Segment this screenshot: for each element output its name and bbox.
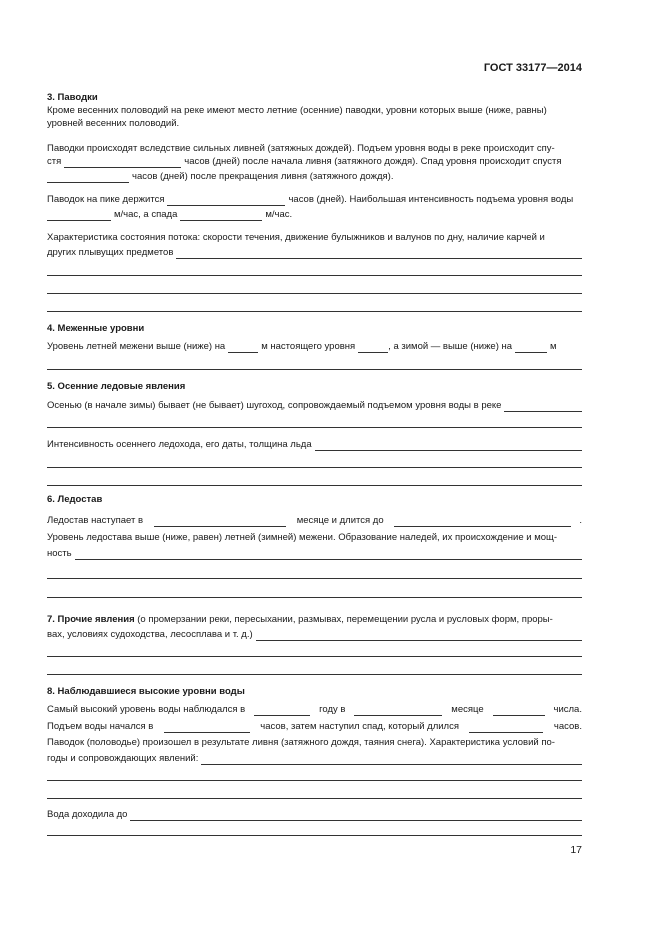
blank-field[interactable] xyxy=(130,810,582,821)
blank-field[interactable] xyxy=(358,342,388,353)
text: году в xyxy=(319,704,346,715)
text: Интенсивность осеннего ледохода, его даты, толщина льда xyxy=(47,439,312,450)
document-page xyxy=(47,0,582,935)
blank-rule[interactable] xyxy=(47,467,582,468)
text: Паводки происходят вследствие сильных ливней (затяжных дождей). Подъем уровня воды в реке происходит спу- xyxy=(47,143,555,154)
text: Подъем воды начался в xyxy=(47,721,154,732)
text: (о промерзании реки, пересыхании, размывах, перемещении русла и русловых форм, проры- xyxy=(134,614,553,625)
s3-p4-line1 xyxy=(47,231,582,244)
text: стя xyxy=(47,156,62,167)
s3-p3-line1 xyxy=(47,193,582,206)
blank-field[interactable] xyxy=(315,440,582,451)
blank-rule[interactable] xyxy=(47,293,582,294)
blank-field[interactable] xyxy=(228,342,258,353)
s8-line2 xyxy=(47,720,582,733)
text: , а зимой — выше (ниже) на xyxy=(388,341,513,352)
text: часов (дней) после начала ливня (затяжного дождя). Спад уровня происходит спустя xyxy=(184,156,562,167)
section-6-title: 6. Ледостав xyxy=(47,494,103,505)
blank-field[interactable] xyxy=(64,157,181,168)
blank-field[interactable] xyxy=(394,516,571,527)
text: Характеристика состояния потока: скорости течения, движение булыжников и валунов по дну, наличие карчей и xyxy=(47,232,545,243)
text: часов (дней). Наибольшая интенсивность подъема уровня воды xyxy=(288,194,574,205)
text: . xyxy=(579,515,582,526)
blank-field[interactable] xyxy=(254,705,310,716)
blank-field[interactable] xyxy=(469,722,543,733)
text: месяце xyxy=(451,704,484,715)
blank-field[interactable] xyxy=(167,195,285,206)
s8-line4 xyxy=(47,752,582,765)
text: м/час, а спада xyxy=(114,209,178,220)
blank-field[interactable] xyxy=(504,401,582,412)
text: часов. xyxy=(553,721,582,732)
blank-rule[interactable] xyxy=(47,597,582,598)
text: годы и сопровождающих явлений: xyxy=(47,753,199,764)
text: ность xyxy=(47,548,72,559)
s6-line2 xyxy=(47,531,582,544)
blank-rule[interactable] xyxy=(47,311,582,312)
s3-p2-line3 xyxy=(47,170,582,183)
text: часов, затем наступил спад, который длился xyxy=(260,721,459,732)
blank-field[interactable] xyxy=(154,516,286,527)
text: вах, условиях судоходства, лесосплава и т. д.) xyxy=(47,629,253,640)
text: Паводок на пике держится xyxy=(47,194,165,205)
blank-rule[interactable] xyxy=(47,656,582,657)
blank-field[interactable] xyxy=(354,705,442,716)
text: Кроме весенних половодий на реке имеют место летние (осенние) паводки, уровни которых выше (ниже, равны) xyxy=(47,105,547,116)
s8-line3 xyxy=(47,736,582,749)
blank-rule[interactable] xyxy=(47,578,582,579)
text: Вода доходила до xyxy=(47,809,128,820)
section-8-title: 8. Наблюдавшиеся высокие уровни воды xyxy=(47,686,245,697)
blank-rule[interactable] xyxy=(47,798,582,799)
blank-field[interactable] xyxy=(493,705,545,716)
blank-rule[interactable] xyxy=(47,674,582,675)
blank-rule[interactable] xyxy=(47,427,582,428)
s8-line1 xyxy=(47,703,582,716)
text: м настоящего уровня xyxy=(261,341,356,352)
text: уровней весенних половодий. xyxy=(47,118,180,129)
text: м/час. xyxy=(265,209,293,220)
text: числа. xyxy=(553,704,582,715)
s5-line1 xyxy=(47,399,582,412)
document-code: ГОСТ 33177—2014 xyxy=(483,62,582,74)
s3-p3-line2 xyxy=(47,208,582,221)
blank-rule[interactable] xyxy=(47,275,582,276)
s8-line5 xyxy=(47,808,582,821)
blank-field[interactable] xyxy=(164,722,250,733)
section-3-title: 3. Паводки xyxy=(47,92,98,103)
s5-line2 xyxy=(47,438,582,451)
text: Ледостав наступает в xyxy=(47,515,144,526)
s3-p1-line2 xyxy=(47,117,582,130)
section-4-title: 4. Меженные уровни xyxy=(47,323,145,334)
text: месяце и длится до xyxy=(296,515,384,526)
blank-rule[interactable] xyxy=(47,835,582,836)
text: м xyxy=(550,341,557,352)
blank-field[interactable] xyxy=(201,754,582,765)
text: Уровень летней межени выше (ниже) на xyxy=(47,341,226,352)
text: Самый высокий уровень воды наблюдался в xyxy=(47,704,246,715)
text: других плывущих предметов xyxy=(47,247,174,258)
blank-field[interactable] xyxy=(515,342,547,353)
s3-p2-line2 xyxy=(47,155,582,168)
blank-field[interactable] xyxy=(47,210,111,221)
s7-line1 xyxy=(47,613,582,626)
text: Осенью (в начале зимы) бывает (не бывает) шугоход, сопровождаемый подъемом уровня воды в реке xyxy=(47,400,502,411)
blank-field[interactable] xyxy=(75,549,582,560)
section-5-title: 5. Осенние ледовые явления xyxy=(47,381,186,392)
blank-field[interactable] xyxy=(47,172,129,183)
s4-line1 xyxy=(47,340,582,353)
text: Паводок (половодье) произошел в результате ливня (затяжного дождя, таяния снега). Характеристика условий по- xyxy=(47,737,555,748)
blank-rule[interactable] xyxy=(47,485,582,486)
s3-p2-line1 xyxy=(47,142,582,155)
s6-line1 xyxy=(47,514,582,527)
s6-line3 xyxy=(47,547,582,560)
s3-p1-line1 xyxy=(47,104,582,117)
text: часов (дней) после прекращения ливня (затяжного дождя). xyxy=(132,171,394,182)
blank-rule[interactable] xyxy=(47,369,582,370)
blank-field[interactable] xyxy=(256,630,582,641)
blank-rule[interactable] xyxy=(47,780,582,781)
blank-field[interactable] xyxy=(176,248,582,259)
blank-field[interactable] xyxy=(180,210,262,221)
page-number: 17 xyxy=(570,844,582,856)
section-7-title: 7. Прочие явления xyxy=(47,614,135,625)
s7-line2 xyxy=(47,628,582,641)
text: Уровень ледостава выше (ниже, равен) летней (зимней) межени. Образование наледей, их происхождение и мощ- xyxy=(47,532,557,543)
s3-p4-line2 xyxy=(47,246,582,259)
